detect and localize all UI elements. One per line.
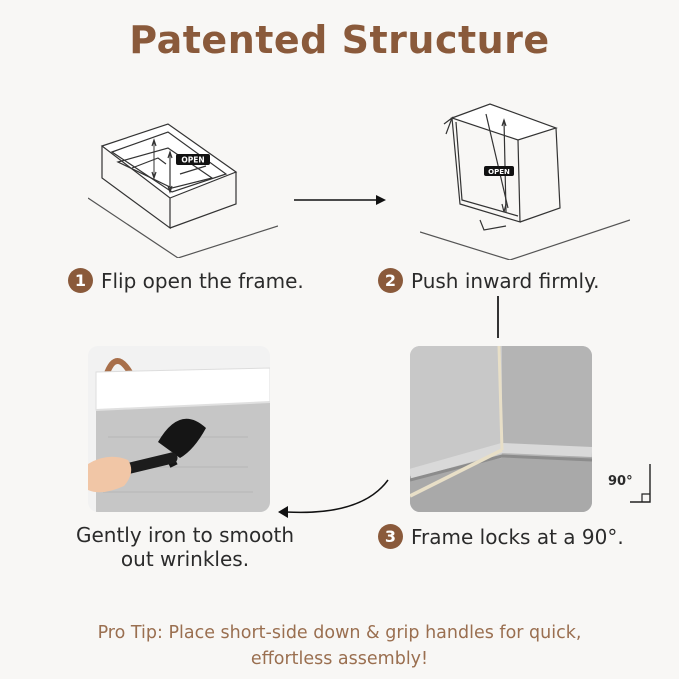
- step-3-number-badge: 3: [378, 524, 403, 549]
- step-1-label: [68, 268, 304, 293]
- pro-tip-line-1: Pro Tip: Place short-side down & grip handles for quick,: [97, 623, 582, 643]
- step-3-label: [378, 524, 624, 549]
- step-2-number-badge: 2: [378, 268, 403, 293]
- step-2-text: Push inward firmly.: [411, 268, 600, 293]
- open-tag-1: [176, 154, 210, 165]
- step-2-label: [378, 268, 599, 293]
- iron-caption-line-1: Gently iron to smooth: [75, 523, 294, 547]
- page-title: Patented Structure: [129, 18, 550, 62]
- folded-frame-illustration: [88, 118, 278, 258]
- svg-text:OPEN: OPEN: [181, 155, 205, 165]
- curved-arrow-icon: [272, 478, 392, 522]
- step-1-number-badge: 1: [68, 268, 93, 293]
- step-1-text: Flip open the frame.: [101, 268, 304, 293]
- pro-tip-line-2: effortless assembly!: [250, 649, 429, 669]
- frame-corner-photo: [410, 346, 592, 512]
- right-angle-icon: [628, 462, 654, 504]
- arrow-right-icon: [292, 192, 392, 208]
- unfolded-frame-illustration: [420, 100, 630, 260]
- open-tag-2: [484, 166, 514, 176]
- iron-caption: [58, 523, 312, 571]
- connector-line: [497, 296, 499, 338]
- svg-text:OPEN: OPEN: [488, 168, 510, 176]
- iron-caption-line-2: out wrinkles.: [120, 547, 250, 571]
- ironing-photo: [88, 346, 270, 512]
- pro-tip: [0, 620, 679, 672]
- step-3-text: Frame locks at a 90°.: [411, 524, 624, 549]
- angle-label: 90°: [608, 474, 633, 489]
